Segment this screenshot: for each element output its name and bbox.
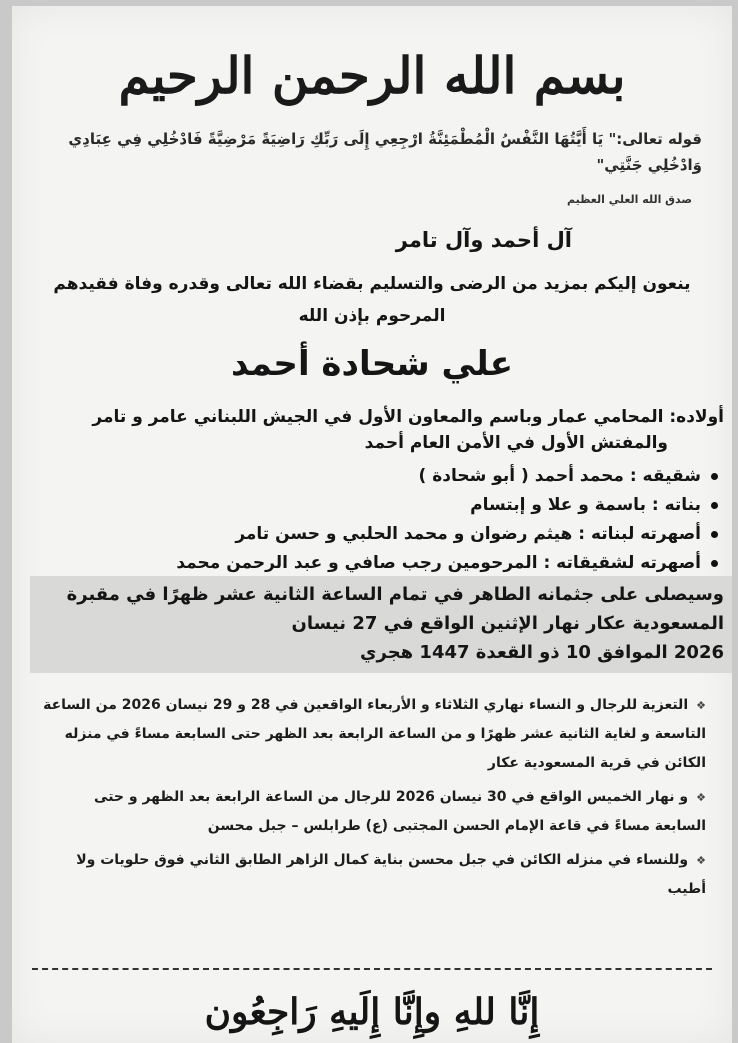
announcement-line-1: ينعون إليكم بمزيد من الرضى والتسليم بقضاء الله تعالى وقدره وفاة فقيدهم: [53, 274, 691, 294]
quran-verse: قوله تعالى:" يَا أَيَّتُهَا النَّفْسُ الْمُطْمَئِنَّةُ ارْجِعِي إِلَى رَبِّكِ رَاضِيَةً مَرْضِيَّةً فَادْخُلِي فِي عِبَادِي وَادْخُلِي جَنَّتِي": [68, 130, 702, 174]
funeral-prayer-block: [30, 576, 732, 673]
bullet-icon: [711, 560, 718, 567]
prayer-line-2: المسعودية عكار نهار الإثنين الواقع في 27 نيسان: [291, 613, 724, 634]
condolence-paragraph: [40, 846, 706, 904]
condolence-text: التعزية للرجال و النساء نهاري الثلاثاء و الأربعاء الواقعين في 28 و 29 نيسان 2026 من الساعة التاسعة و لغاية الثانية عشر ظهرًا و من الساعة الرابعة بعد الظهر حتى السابعة مساءً في منزله الكائن في قرية المسعودية عكار: [43, 697, 706, 771]
sons-paragraph: [32, 404, 724, 456]
condolence-paragraph: [40, 691, 706, 778]
list-item: [82, 549, 722, 578]
announcement: [52, 268, 692, 332]
list-item: [82, 520, 722, 549]
diamond-bullet-icon: ❖: [696, 791, 706, 804]
list-item: [82, 491, 722, 520]
announcement-line-2: المرحوم بإذن الله: [298, 306, 446, 326]
condolence-text: وللنساء في منزله الكائن في جبل محسن بناية كمال الزاهر الطابق الثاني فوق حلويات ولا أطيب: [76, 852, 706, 897]
diamond-bullet-icon: ❖: [696, 854, 706, 867]
condolence-section: [40, 691, 706, 909]
prayer-line-3: 2026 الموافق 10 ذو القعدة 1447 هجري: [360, 642, 724, 663]
prayer-line-1: وسيصلى على جثمانه الطاهر في تمام الساعة الثانية عشر ظهرًا في مقبرة: [66, 584, 724, 605]
sons-line-2: والمفتش الأول في الأمن العام أحمد: [364, 433, 668, 453]
family-names: آل أحمد وآل تامر: [395, 228, 572, 252]
deceased-name: علي شحادة أحمد: [231, 344, 513, 384]
verse-closing: صدق الله العلي العظيم: [566, 193, 692, 206]
sons-line-1: أولاده: المحامي عمار وباسم والمعاون الأول في الجيش اللبناني عامر و تامر: [92, 407, 724, 427]
closing-verse: إِنَّا للهِ وإِنَّا إِلَيهِ رَاجِعُون: [204, 991, 540, 1033]
bullet-icon: [711, 502, 718, 509]
list-item: [82, 462, 722, 491]
bullet-icon: [711, 531, 718, 538]
relative-text: أصهرته لبناته : هيثم رضوان و محمد الحلبي و حسن تامر: [235, 524, 701, 544]
relative-text: أصهرته لشقيقاته : المرحومين رجب صافي و عبد الرحمن محمد: [176, 553, 701, 573]
relative-text: بناته : باسمة و علا و إبتسام: [470, 495, 701, 515]
relative-text: شقيقه : محمد أحمد ( أبو شحادة ): [418, 466, 701, 486]
dashed-divider: [32, 968, 712, 970]
basmala-heading: بسم الله الرحمن الرحيم: [118, 46, 626, 105]
condolence-paragraph: [40, 783, 706, 841]
obituary-sheet: [12, 6, 732, 1043]
diamond-bullet-icon: ❖: [696, 699, 706, 712]
bullet-icon: [711, 473, 718, 480]
relatives-list: [82, 462, 722, 578]
condolence-text: و نهار الخميس الواقع في 30 نيسان 2026 للرجال من الساعة الرابعة بعد الظهر و حتى السابعة مساءً في قاعة الإمام الحسن المجتبى (ع) طرابلس – جبل محسن: [94, 789, 706, 834]
